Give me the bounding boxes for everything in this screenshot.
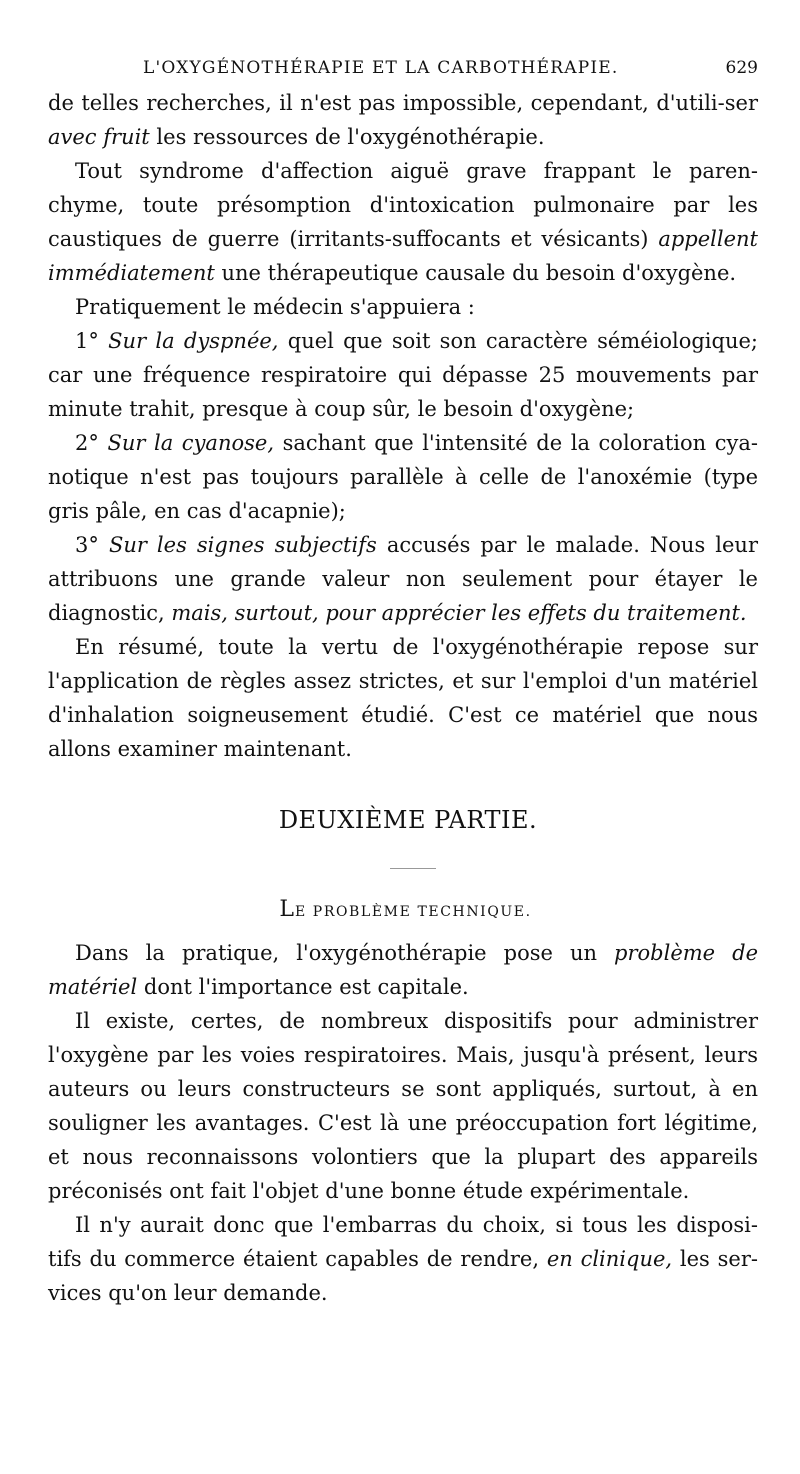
text-run: une thérapeutique causale du besoin d'oxygène. [214, 261, 737, 285]
text-run: de telles recherches, il n'est pas impossible, cependant, d'utili-ser [48, 91, 758, 115]
part-title: DEUXIÈME PARTIE. [278, 806, 538, 834]
running-title: L'OXYGÉNOTHÉRAPIE ET LA CARBOTHÉRAPIE. [143, 58, 619, 78]
page-number: 629 [725, 58, 758, 78]
list-number: 2° [75, 431, 99, 455]
text-run: Tout syndrome d'affection aiguë grave frappant le paren-chyme, toute présomption d'intoxication pulmonaire par les caustiques de guerre (irritants-suffocants et vésicants) [48, 159, 758, 251]
italic-run: problème de matériel [48, 941, 758, 999]
italic-run: Sur la cyanose, [107, 431, 275, 455]
italic-run: Sur la dyspnée, [108, 329, 279, 353]
paragraph [48, 86, 758, 154]
italic-run: en clinique, [546, 1247, 673, 1271]
chapter-title-rest: E PROBLÈME TECHNIQUE. [294, 904, 532, 920]
running-header [48, 58, 758, 78]
document-page [48, 58, 758, 1310]
paragraph [48, 1208, 758, 1310]
text-run: Dans la pratique, l'oxygénothérapie pose un [75, 941, 615, 965]
paragraph [48, 1004, 758, 1208]
text-run: sachant que l'intensité de la coloration cya-notique n'est pas toujours parallèle à celle de l'anoxémie (type gris pâle, en cas d'acapnie); [48, 431, 759, 523]
text-run: les ser-vices qu'on leur demande. [48, 1247, 758, 1305]
list-number: 1° [75, 329, 99, 353]
italic-run: avec fruit [48, 125, 150, 149]
text-run: dont l'importance est capitale. [137, 975, 469, 999]
text-run: accusés par le malade. Nous leur attribuons une grande valeur non seulement pour étayer le diagnostic, [48, 533, 758, 625]
italic-run: mais, surtout, pour apprécier les effets du traitement. [171, 601, 747, 625]
chapter-title-initial: L [279, 897, 295, 922]
paragraph [48, 154, 758, 290]
paragraph [48, 630, 758, 766]
list-paragraph [48, 426, 758, 528]
text-run: En résumé, toute la vertu de l'oxygénothérapie repose sur l'application de règles assez strictes, et sur l'emploi d'un matériel d'inhalation soigneusement étudié. C'est ce matériel que nous allons examiner maintenant. [48, 635, 758, 761]
italic-run: appellent immédiatement [48, 227, 758, 285]
italic-run: Sur les signes subjectifs [108, 533, 377, 557]
list-number: 3° [75, 533, 99, 557]
list-paragraph [48, 324, 758, 426]
text-run: Pratiquement le médecin s'appuiera : [75, 295, 475, 319]
paragraph [48, 936, 758, 1004]
list-paragraph [48, 528, 758, 630]
text-run: quel que soit son caractère séméiologique; car une fréquence respiratoire qui dépasse 25 mouvements par minute trahit, presque à coup sûr, le besoin d'oxygène; [48, 329, 758, 421]
text-run: Il existe, certes, de nombreux dispositifs pour administrer l'oxygène par les voies respiratoires. Mais, jusqu'à présent, leurs auteurs ou leurs constructeurs se sont appliqués, surtout, à en souligner les avantages. C'est là une préoccupation fort légitime, et nous reconnaissons volontiers que la plupart des appareils préconisés ont fait l'objet d'une bonne étude expérimentale. [48, 1009, 758, 1203]
text-run: Il n'y aurait donc que l'embarras du choix, si tous les disposi-tifs du commerce étaient capables de rendre, [48, 1213, 758, 1271]
chapter-title [48, 897, 758, 922]
paragraph [48, 290, 758, 324]
separator-rule [390, 868, 436, 869]
text-run: les ressources de l'oxygénothérapie. [149, 125, 545, 149]
